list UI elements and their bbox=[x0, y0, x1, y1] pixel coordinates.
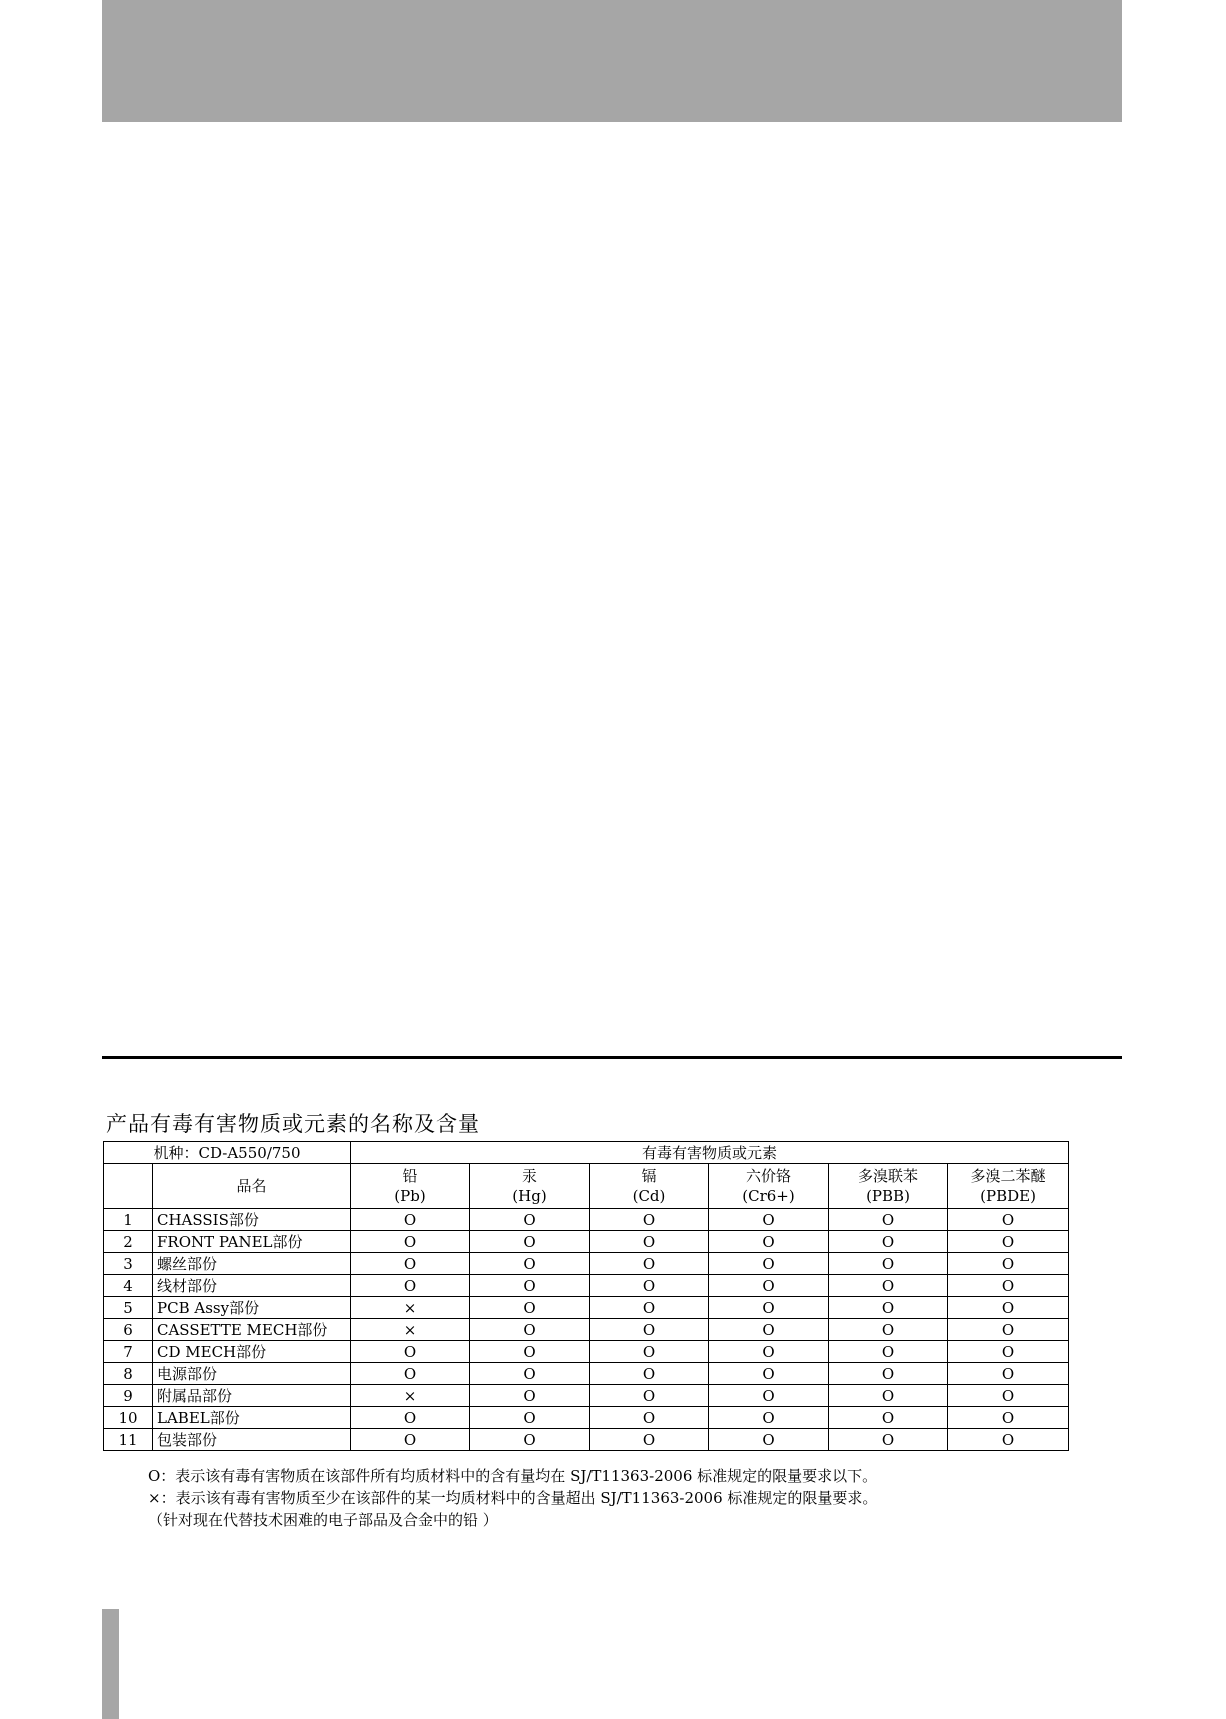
substance-status-cell: O bbox=[709, 1363, 829, 1385]
substance-status-cell: × bbox=[351, 1319, 470, 1341]
substance-symbol: (Hg) bbox=[512, 1187, 547, 1205]
substance-status-cell: O bbox=[709, 1319, 829, 1341]
row-number: 1 bbox=[104, 1209, 153, 1231]
substance-header bbox=[470, 1164, 590, 1209]
substance-status-cell: O bbox=[590, 1363, 709, 1385]
substance-status-cell: O bbox=[470, 1319, 590, 1341]
substance-status-cell: O bbox=[948, 1275, 1069, 1297]
substance-status-cell: O bbox=[590, 1385, 709, 1407]
part-name: 螺丝部份 bbox=[153, 1253, 351, 1275]
substance-status-cell: O bbox=[829, 1319, 948, 1341]
substance-status-cell: O bbox=[351, 1231, 470, 1253]
substance-symbol: (Cd) bbox=[632, 1187, 666, 1205]
row-number: 4 bbox=[104, 1275, 153, 1297]
substance-status-cell: × bbox=[351, 1385, 470, 1407]
substance-status-cell: O bbox=[829, 1297, 948, 1319]
substance-status-cell: O bbox=[709, 1407, 829, 1429]
substance-status-cell: O bbox=[948, 1231, 1069, 1253]
substance-status-cell: O bbox=[351, 1275, 470, 1297]
substance-status-cell: O bbox=[829, 1407, 948, 1429]
substance-name: 镉 bbox=[641, 1167, 657, 1185]
substance-status-cell: O bbox=[590, 1209, 709, 1231]
footer-bar bbox=[102, 1609, 119, 1719]
substance-status-cell: O bbox=[351, 1209, 470, 1231]
hazardous-substance-table-wrapper bbox=[103, 1141, 1069, 1451]
part-name: FRONT PANEL部份 bbox=[153, 1231, 351, 1253]
table-row bbox=[104, 1297, 1069, 1319]
row-number: 10 bbox=[104, 1407, 153, 1429]
substance-status-cell: O bbox=[948, 1429, 1069, 1451]
substance-status-cell: O bbox=[709, 1429, 829, 1451]
substance-status-cell: O bbox=[829, 1231, 948, 1253]
substance-status-cell: O bbox=[948, 1209, 1069, 1231]
substance-header bbox=[829, 1164, 948, 1209]
model-label: 机种：CD-A550/750 bbox=[104, 1142, 351, 1164]
substance-status-cell: O bbox=[590, 1341, 709, 1363]
table-row bbox=[104, 1341, 1069, 1363]
table-row bbox=[104, 1209, 1069, 1231]
substance-status-cell: O bbox=[829, 1253, 948, 1275]
note-cross: ×：表示该有毒有害物质至少在该部件的某一均质材料中的含量超出 SJ/T11363-2006 标准规定的限量要求。 bbox=[148, 1489, 878, 1507]
table-row bbox=[104, 1275, 1069, 1297]
substance-status-cell: O bbox=[948, 1297, 1069, 1319]
substance-status-cell: O bbox=[590, 1231, 709, 1253]
table-header-row-2 bbox=[104, 1164, 1069, 1209]
row-number: 6 bbox=[104, 1319, 153, 1341]
substance-status-cell: O bbox=[829, 1275, 948, 1297]
part-name: CASSETTE MECH部份 bbox=[153, 1319, 351, 1341]
section-divider bbox=[102, 1056, 1122, 1059]
group-header: 有毒有害物质或元素 bbox=[351, 1142, 1069, 1164]
table-row bbox=[104, 1231, 1069, 1253]
table-row bbox=[104, 1319, 1069, 1341]
substance-status-cell: O bbox=[709, 1297, 829, 1319]
substance-status-cell: O bbox=[470, 1209, 590, 1231]
substance-symbol: (Pb) bbox=[394, 1187, 426, 1205]
substance-header bbox=[590, 1164, 709, 1209]
row-number: 2 bbox=[104, 1231, 153, 1253]
table-row bbox=[104, 1407, 1069, 1429]
table-row bbox=[104, 1429, 1069, 1451]
substance-symbol: (PBDE) bbox=[980, 1187, 1036, 1205]
substance-status-cell: O bbox=[829, 1385, 948, 1407]
substance-header bbox=[351, 1164, 470, 1209]
substance-status-cell: O bbox=[709, 1385, 829, 1407]
substance-status-cell: O bbox=[709, 1341, 829, 1363]
substance-status-cell: O bbox=[351, 1407, 470, 1429]
substance-status-cell: O bbox=[590, 1253, 709, 1275]
table-row bbox=[104, 1363, 1069, 1385]
substance-status-cell: O bbox=[470, 1341, 590, 1363]
substance-status-cell: O bbox=[829, 1429, 948, 1451]
substance-status-cell: O bbox=[351, 1253, 470, 1275]
part-name: LABEL部份 bbox=[153, 1407, 351, 1429]
row-number: 3 bbox=[104, 1253, 153, 1275]
part-name: CD MECH部份 bbox=[153, 1341, 351, 1363]
substance-status-cell: O bbox=[351, 1429, 470, 1451]
substance-status-cell: O bbox=[829, 1209, 948, 1231]
part-name: 电源部份 bbox=[153, 1363, 351, 1385]
hazardous-substance-table bbox=[103, 1141, 1069, 1451]
substance-name: 汞 bbox=[521, 1167, 537, 1185]
table-row bbox=[104, 1253, 1069, 1275]
substance-symbol: (Cr6+) bbox=[742, 1187, 795, 1205]
number-header bbox=[104, 1164, 153, 1209]
substance-status-cell: O bbox=[948, 1341, 1069, 1363]
substance-status-cell: O bbox=[948, 1385, 1069, 1407]
substance-status-cell: O bbox=[470, 1231, 590, 1253]
table-header-row-1 bbox=[104, 1142, 1069, 1164]
part-name-header: 品名 bbox=[153, 1164, 351, 1209]
substance-status-cell: O bbox=[948, 1253, 1069, 1275]
substance-name: 多溴联苯 bbox=[857, 1167, 918, 1185]
substance-header bbox=[948, 1164, 1069, 1209]
header-bar bbox=[102, 0, 1122, 122]
part-name: 包装部份 bbox=[153, 1429, 351, 1451]
part-name: 附属品部份 bbox=[153, 1385, 351, 1407]
substance-status-cell: O bbox=[470, 1275, 590, 1297]
section-title: 产品有毒有害物质或元素的名称及含量 bbox=[106, 1112, 480, 1136]
substance-status-cell: O bbox=[829, 1341, 948, 1363]
row-number: 9 bbox=[104, 1385, 153, 1407]
substance-status-cell: O bbox=[948, 1363, 1069, 1385]
note-lead-exemption: （针对现在代替技术困难的电子部品及合金中的铅 ） bbox=[148, 1511, 498, 1529]
substance-status-cell: O bbox=[470, 1385, 590, 1407]
substance-header bbox=[709, 1164, 829, 1209]
substance-status-cell: O bbox=[351, 1341, 470, 1363]
row-number: 7 bbox=[104, 1341, 153, 1363]
substance-status-cell: O bbox=[709, 1231, 829, 1253]
substance-name: 多溴二苯醚 bbox=[970, 1167, 1046, 1185]
row-number: 8 bbox=[104, 1363, 153, 1385]
substance-status-cell: O bbox=[590, 1319, 709, 1341]
substance-status-cell: O bbox=[709, 1209, 829, 1231]
substance-status-cell: O bbox=[590, 1429, 709, 1451]
row-number: 11 bbox=[104, 1429, 153, 1451]
substance-status-cell: O bbox=[829, 1363, 948, 1385]
substance-status-cell: O bbox=[709, 1275, 829, 1297]
notes bbox=[148, 1465, 877, 1531]
table-row bbox=[104, 1385, 1069, 1407]
substance-status-cell: × bbox=[351, 1297, 470, 1319]
substance-status-cell: O bbox=[948, 1319, 1069, 1341]
row-number: 5 bbox=[104, 1297, 153, 1319]
substance-status-cell: O bbox=[470, 1363, 590, 1385]
substance-status-cell: O bbox=[709, 1253, 829, 1275]
substance-status-cell: O bbox=[590, 1407, 709, 1429]
substance-status-cell: O bbox=[948, 1407, 1069, 1429]
substance-status-cell: O bbox=[470, 1407, 590, 1429]
part-name: PCB Assy部份 bbox=[153, 1297, 351, 1319]
substance-status-cell: O bbox=[470, 1429, 590, 1451]
substance-symbol: (PBB) bbox=[866, 1187, 910, 1205]
substance-name: 六价铬 bbox=[745, 1167, 791, 1185]
substance-status-cell: O bbox=[351, 1363, 470, 1385]
part-name: 线材部份 bbox=[153, 1275, 351, 1297]
note-circle: O：表示该有毒有害物质在该部件所有均质材料中的含有量均在 SJ/T11363-2006 标准规定的限量要求以下。 bbox=[148, 1467, 878, 1485]
part-name: CHASSIS部份 bbox=[153, 1209, 351, 1231]
substance-status-cell: O bbox=[590, 1275, 709, 1297]
substance-name: 铅 bbox=[402, 1167, 418, 1185]
substance-status-cell: O bbox=[590, 1297, 709, 1319]
substance-status-cell: O bbox=[470, 1253, 590, 1275]
substance-status-cell: O bbox=[470, 1297, 590, 1319]
